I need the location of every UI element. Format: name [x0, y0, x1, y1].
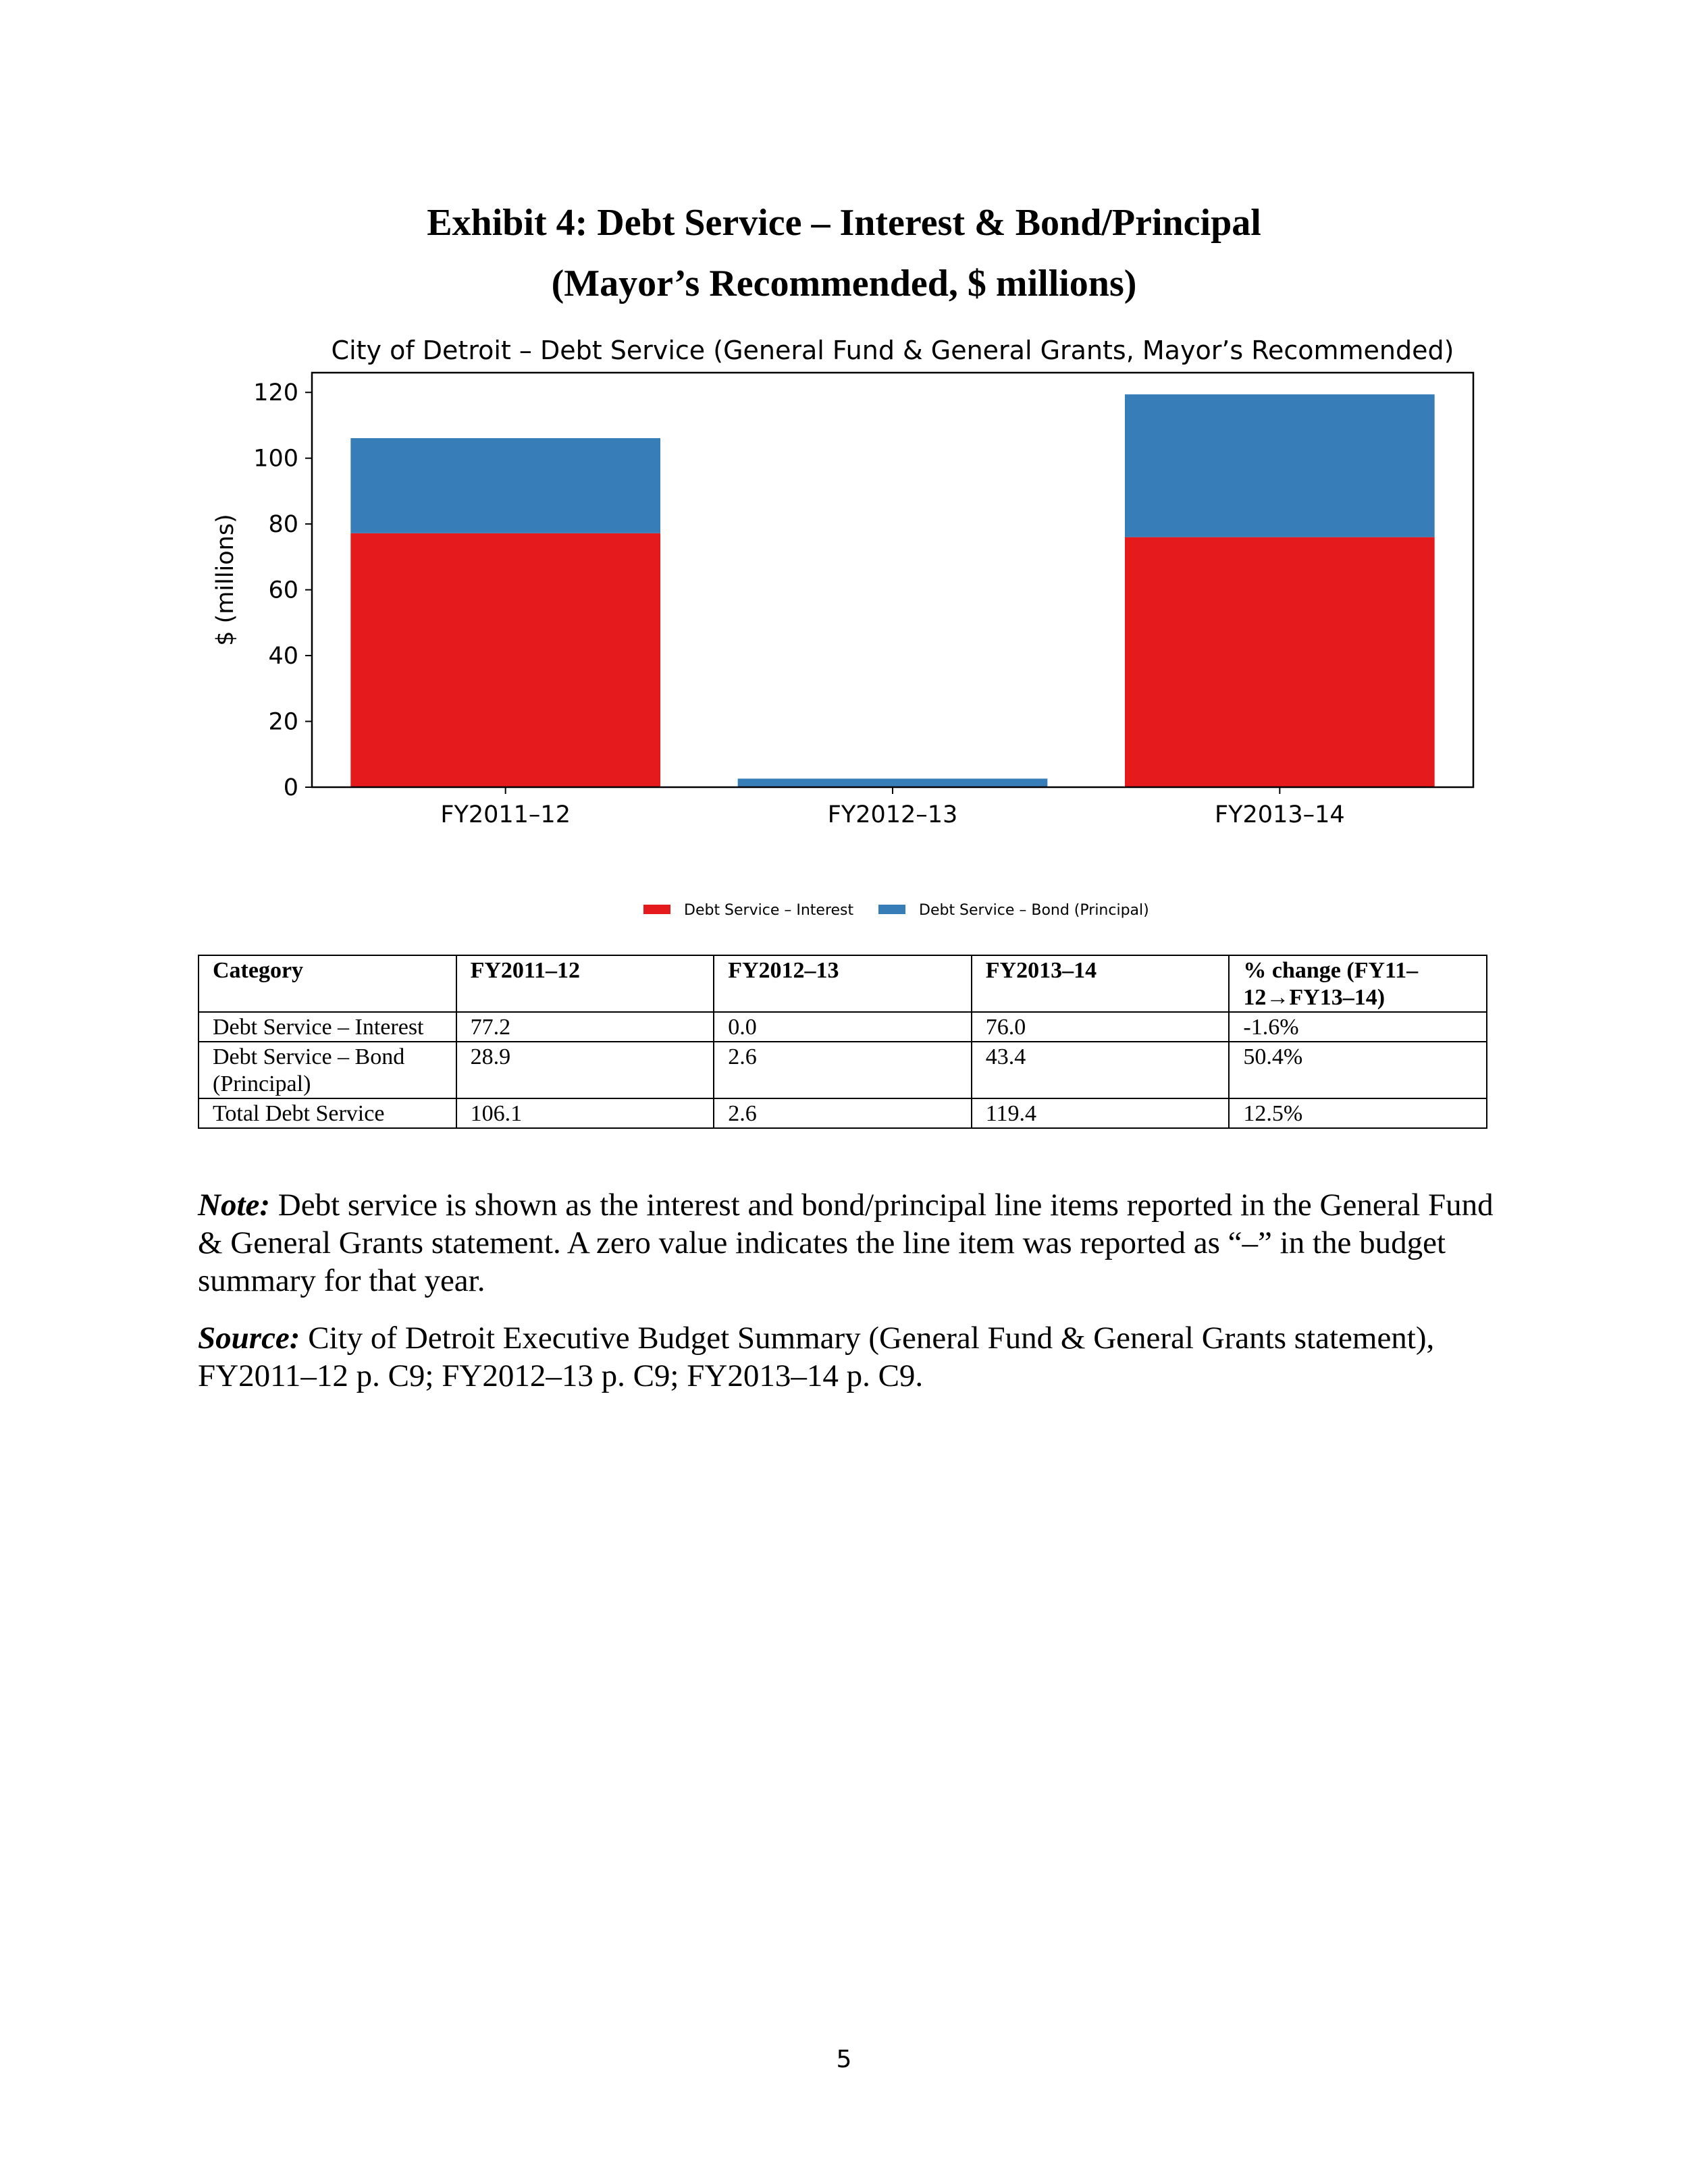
page-number: 5	[836, 2046, 852, 2073]
chart-title: City of Detroit – Debt Service (General Fund & General Grants, Mayor’s Recommended)	[331, 336, 1454, 365]
y-axis-label: $ (millions)	[212, 514, 239, 646]
table-cell: Debt Service – Bond (Principal)	[199, 1042, 456, 1098]
note-text: Debt service is shown as the interest and bond/principal line items reported in the General Fund & General Grants statement. A zero value indicates the line item was reported as “–” in the budget summary for that year.	[198, 1188, 1494, 1298]
x-tick-label: FY2012–13	[827, 801, 958, 828]
bar-principal	[350, 438, 660, 533]
table-header-cell: FY2011–12	[456, 955, 714, 1012]
table-cell: 2.6	[714, 1098, 972, 1128]
y-tick-label: 120	[253, 379, 298, 407]
x-tick-label: FY2013–14	[1215, 801, 1345, 828]
y-tick-label: 0	[283, 774, 298, 801]
table-cell: -1.6%	[1229, 1012, 1487, 1042]
table-header-cell: FY2012–13	[714, 955, 972, 1012]
debt-service-chart	[0, 324, 1688, 945]
table-cell: 50.4%	[1229, 1042, 1487, 1098]
debt-service-table	[198, 955, 1487, 1129]
table-row	[199, 1012, 1487, 1042]
y-tick-label: 60	[268, 577, 298, 604]
table-cell: Total Debt Service	[199, 1098, 456, 1128]
bar-principal	[1125, 394, 1435, 537]
note-paragraph	[198, 1186, 1501, 1300]
x-tick-label: FY2011–12	[440, 801, 571, 828]
table-cell: 77.2	[456, 1012, 714, 1042]
legend-swatch	[643, 905, 670, 914]
table-cell: Debt Service – Interest	[199, 1012, 456, 1042]
bar-interest	[350, 533, 660, 787]
table-cell: 119.4	[972, 1098, 1230, 1128]
table-cell: 106.1	[456, 1098, 714, 1128]
table-header-cell: Category	[199, 955, 456, 1012]
note-label: Note:	[198, 1188, 271, 1223]
y-tick-label: 100	[253, 445, 298, 473]
legend-label: Debt Service – Bond (Principal)	[919, 902, 1149, 919]
exhibit-title: Exhibit 4: Debt Service – Interest & Bond/Principal	[427, 202, 1261, 244]
table-header-cell: % change (FY11–12→FY13–14)	[1229, 955, 1487, 1012]
y-tick-label: 20	[268, 708, 298, 736]
y-tick-label: 80	[268, 511, 298, 539]
legend-swatch	[878, 905, 905, 914]
table-header-row	[199, 955, 1487, 1012]
bar-principal	[738, 778, 1048, 787]
source-text: City of Detroit Executive Budget Summary (General Fund & General Grants statement), FY2011–12 p. C9; FY2012–13 p. C9; FY2013–14 p. C9.	[198, 1321, 1435, 1393]
source-paragraph	[198, 1319, 1501, 1395]
exhibit-subtitle: (Mayor’s Recommended, $ millions)	[551, 263, 1137, 304]
table-cell: 2.6	[714, 1042, 972, 1098]
table-cell: 43.4	[972, 1042, 1230, 1098]
table-row	[199, 1042, 1487, 1098]
source-label: Source:	[198, 1321, 300, 1356]
table-cell: 76.0	[972, 1012, 1230, 1042]
table-cell: 12.5%	[1229, 1098, 1487, 1128]
y-tick-label: 40	[268, 643, 298, 670]
table-header-cell: FY2013–14	[972, 955, 1230, 1012]
table-cell: 0.0	[714, 1012, 972, 1042]
table-cell: 28.9	[456, 1042, 714, 1098]
bar-interest	[1125, 537, 1435, 787]
legend-label: Debt Service – Interest	[684, 902, 854, 919]
table-row	[199, 1098, 1487, 1128]
